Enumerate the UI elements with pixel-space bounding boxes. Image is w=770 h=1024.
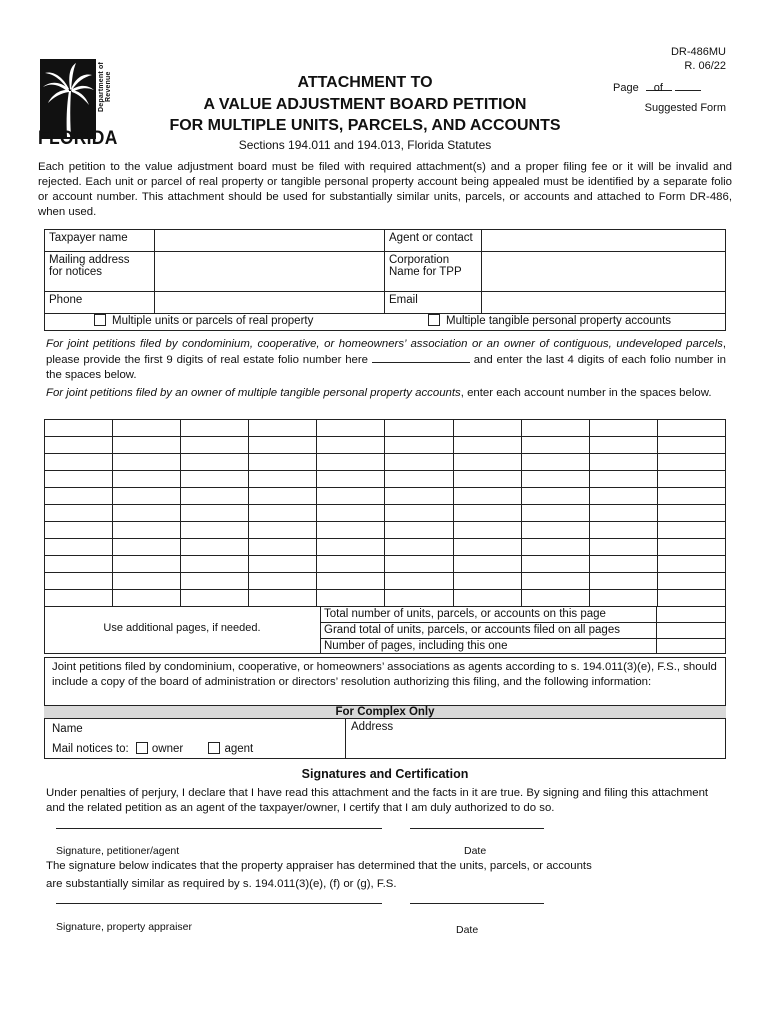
folio-entry-cell[interactable]	[385, 454, 453, 471]
folio-entry-cell[interactable]	[249, 573, 317, 590]
logo-state-name: FLORIDA	[38, 128, 118, 149]
signatures-heading: Signatures and Certification	[301, 767, 469, 781]
folio-entry-cell[interactable]	[657, 590, 725, 607]
mailing-address-label-line1: Mailing address	[49, 254, 130, 266]
mailing-address-label	[45, 252, 155, 292]
tpp-instructions-text: , enter each account number in the spaces below.	[460, 387, 712, 399]
folio-entry-row	[45, 573, 726, 590]
taxpayer-info-table	[44, 229, 726, 314]
folio-entry-cell[interactable]	[249, 488, 317, 505]
folio-entry-cell[interactable]	[113, 522, 181, 539]
folio-entry-cell[interactable]	[521, 590, 589, 607]
folio-entry-cell[interactable]	[45, 454, 113, 471]
folio-entry-cell[interactable]	[453, 454, 521, 471]
title-line-2: A VALUE ADJUSTMENT BOARD PETITION	[203, 96, 527, 113]
real-property-option-label: Multiple units or parcels of real property	[112, 315, 314, 327]
folio-entry-cell[interactable]	[317, 539, 385, 556]
folio-entry-cell[interactable]	[317, 420, 385, 437]
folio-entry-cell[interactable]	[249, 420, 317, 437]
folio-entry-cell[interactable]	[657, 556, 725, 573]
grand-total-label: Grand total of units, parcels, or accounts filed on all pages	[324, 624, 620, 636]
appraiser-statement-line2: are substantially similar as required by s. 194.011(3)(e), (f) or (g), F.S.	[46, 878, 397, 890]
folio-entry-cell[interactable]	[453, 488, 521, 505]
folio-entry-cell[interactable]	[317, 505, 385, 522]
corporation-label-line2: Name for TPP	[389, 266, 462, 278]
complex-name-label: Name	[52, 723, 83, 735]
appraiser-date-line[interactable]	[410, 903, 544, 904]
folio-entry-row	[45, 488, 726, 505]
folio-entry-cell[interactable]	[45, 437, 113, 454]
logo-department-text: Department of Revenue	[98, 61, 112, 113]
folio-entry-row	[45, 522, 726, 539]
title-line-3: FOR MULTIPLE UNITS, PARCELS, AND ACCOUNTS	[169, 117, 561, 134]
mailing-address-label-line2: for notices	[49, 266, 103, 278]
condo-instructions	[46, 337, 726, 383]
folio-prefix-field[interactable]	[372, 352, 470, 363]
folio-entry-cell[interactable]	[113, 590, 181, 607]
folio-entry-cell[interactable]	[113, 556, 181, 573]
condo-instructions-text-2: and enter the last 4 digits of each folio number in the spaces below.	[46, 354, 727, 381]
folio-entry-cell[interactable]	[521, 573, 589, 590]
folio-entry-row	[45, 505, 726, 522]
folio-entry-cell[interactable]	[249, 454, 317, 471]
folio-entry-cell[interactable]	[589, 420, 657, 437]
owner-label: owner	[151, 743, 184, 755]
agent-checkbox[interactable]	[208, 742, 220, 754]
mailing-address-field[interactable]	[155, 252, 385, 292]
suggested-form-label: Suggested Form	[644, 102, 726, 114]
folio-entry-cell[interactable]	[385, 420, 453, 437]
page-total-field[interactable]	[675, 80, 701, 91]
folio-entry-cell[interactable]	[181, 505, 249, 522]
folio-entry-cell[interactable]	[453, 437, 521, 454]
folio-entry-cell[interactable]	[249, 556, 317, 573]
folio-entry-cell[interactable]	[317, 488, 385, 505]
folio-entry-cell[interactable]	[113, 454, 181, 471]
appraiser-statement-line1: The signature below indicates that the property appraiser has determined that the units, parcels, or accounts	[46, 860, 592, 872]
folio-entry-row	[45, 556, 726, 573]
folio-entry-cell[interactable]	[521, 437, 589, 454]
phone-label: Phone	[45, 292, 155, 314]
folio-entry-row	[45, 590, 726, 607]
folio-entry-cell[interactable]	[589, 539, 657, 556]
folio-entry-cell[interactable]	[589, 488, 657, 505]
folio-entry-cell[interactable]	[521, 556, 589, 573]
folio-entry-cell[interactable]	[453, 522, 521, 539]
folio-entry-cell[interactable]	[45, 556, 113, 573]
folio-entry-cell[interactable]	[453, 590, 521, 607]
folio-entry-cell[interactable]	[45, 420, 113, 437]
folio-entry-cell[interactable]	[589, 505, 657, 522]
folio-entry-cell[interactable]	[521, 522, 589, 539]
folio-entry-cell[interactable]	[181, 437, 249, 454]
folio-entry-cell[interactable]	[45, 522, 113, 539]
folio-entry-cell[interactable]	[385, 488, 453, 505]
tpp-option[interactable]	[428, 314, 671, 327]
folio-entry-cell[interactable]	[589, 454, 657, 471]
appraiser-signature-label: Signature, property appraiser	[56, 921, 192, 933]
appraiser-date-label: Date	[456, 924, 479, 936]
folio-entry-cell[interactable]	[317, 454, 385, 471]
folio-entry-cell[interactable]	[45, 471, 113, 488]
folio-entry-cell[interactable]	[181, 573, 249, 590]
folio-entry-cell[interactable]	[385, 437, 453, 454]
agent-contact-label: Agent or contact	[385, 230, 482, 252]
real-property-checkbox[interactable]	[94, 314, 106, 326]
form-number: DR-486MU	[670, 46, 726, 58]
complex-name-field[interactable]	[90, 722, 340, 738]
folio-entry-cell[interactable]	[657, 437, 725, 454]
folio-entry-cell[interactable]	[385, 505, 453, 522]
folio-entry-cell[interactable]	[657, 505, 725, 522]
condo-instructions-italic: For joint petitions filed by condominium, cooperative, or homeowners’ association or an owner of contiguous, undeveloped parcels	[46, 338, 723, 350]
folio-entry-cell[interactable]	[657, 420, 725, 437]
complex-address-label: Address	[351, 721, 394, 733]
complex-intro: Joint petitions filed by condominium, cooperative, or homeowners’ associations as agents according to s. 194.011(3)(e), F.S., should include a copy of the board of administration or directors’ resolution authorizing this filing, and the following information:	[52, 661, 717, 688]
folio-entry-cell[interactable]	[521, 488, 589, 505]
complex-address-field[interactable]	[350, 736, 720, 756]
title-line-1: ATTACHMENT TO	[297, 74, 433, 91]
complex-divider	[345, 719, 346, 759]
folio-entry-cell[interactable]	[385, 522, 453, 539]
of-label: of	[653, 82, 663, 94]
folio-entry-cell[interactable]	[181, 539, 249, 556]
total-on-page-label: Total number of units, parcels, or accounts on this page	[324, 608, 606, 620]
mail-notices-row	[52, 742, 253, 755]
folio-entry-cell[interactable]	[385, 590, 453, 607]
form-revision: R. 06/22	[684, 60, 726, 72]
petitioner-date-line[interactable]	[410, 828, 544, 829]
folio-entry-cell[interactable]	[385, 539, 453, 556]
perjury-declaration: Under penalties of perjury, I declare that I have read this attachment and the facts in it are true. By signing and filing this attachment and the related petition as an agent of the taxpayer/owner, I certify that I am duly authorized to do so.	[46, 787, 709, 814]
folio-entry-cell[interactable]	[45, 573, 113, 590]
folio-entry-cell[interactable]	[249, 539, 317, 556]
tpp-option-label: Multiple tangible personal property accounts	[446, 315, 672, 327]
complex-only-header: For Complex Only	[44, 705, 726, 719]
folio-entry-row	[45, 539, 726, 556]
folio-entry-cell[interactable]	[45, 488, 113, 505]
folio-entry-cell[interactable]	[181, 471, 249, 488]
folio-entry-cell[interactable]	[453, 505, 521, 522]
folio-entry-cell[interactable]	[249, 505, 317, 522]
folio-entry-cell[interactable]	[181, 590, 249, 607]
folio-entry-cell[interactable]	[453, 471, 521, 488]
folio-entry-cell[interactable]	[657, 522, 725, 539]
taxpayer-name-field[interactable]	[155, 230, 385, 252]
folio-entry-cell[interactable]	[453, 539, 521, 556]
folio-entry-cell[interactable]	[453, 573, 521, 590]
folio-entry-cell[interactable]	[521, 471, 589, 488]
page-indicator	[613, 80, 701, 94]
folio-entry-cell[interactable]	[657, 573, 725, 590]
folio-entry-table	[44, 419, 726, 607]
condo-instructions-text: , please provide the first 9 digits of real estate folio number here	[46, 338, 726, 366]
taxpayer-name-label: Taxpayer name	[45, 230, 155, 252]
folio-entry-row	[45, 420, 726, 437]
corporation-label	[385, 252, 482, 292]
folio-entry-grid	[44, 419, 726, 606]
folio-entry-cell[interactable]	[181, 556, 249, 573]
number-of-pages-field[interactable]	[658, 639, 724, 653]
tpp-instructions-italic: For joint petitions filed by an owner of multiple tangible personal property accounts	[46, 387, 461, 399]
folio-entry-cell[interactable]	[317, 573, 385, 590]
appraiser-signature-line[interactable]	[56, 903, 382, 904]
folio-entry-cell[interactable]	[113, 573, 181, 590]
folio-entry-cell[interactable]	[589, 471, 657, 488]
folio-entry-cell[interactable]	[521, 420, 589, 437]
folio-entry-row	[45, 454, 726, 471]
folio-entry-cell[interactable]	[589, 573, 657, 590]
petitioner-signature-line[interactable]	[56, 828, 382, 829]
agent-contact-field[interactable]	[482, 230, 726, 252]
folio-entry-cell[interactable]	[589, 437, 657, 454]
folio-entry-cell[interactable]	[45, 505, 113, 522]
folio-entry-cell[interactable]	[181, 454, 249, 471]
additional-pages-note: Use additional pages, if needed.	[103, 622, 261, 634]
folio-entry-cell[interactable]	[249, 471, 317, 488]
folio-entry-cell[interactable]	[385, 471, 453, 488]
real-property-option[interactable]	[94, 314, 313, 327]
folio-entry-cell[interactable]	[113, 488, 181, 505]
folio-entry-cell[interactable]	[589, 556, 657, 573]
folio-entry-cell[interactable]	[657, 454, 725, 471]
folio-entry-cell[interactable]	[181, 420, 249, 437]
folio-entry-cell[interactable]	[521, 454, 589, 471]
folio-entry-cell[interactable]	[249, 437, 317, 454]
corporation-label-line1: Corporation	[389, 254, 450, 266]
tpp-instructions	[46, 386, 726, 401]
folio-entry-cell[interactable]	[453, 556, 521, 573]
petitioner-date-label: Date	[464, 845, 487, 857]
number-of-pages-label: Number of pages, including this one	[324, 640, 508, 652]
folio-entry-cell[interactable]	[453, 420, 521, 437]
folio-entry-cell[interactable]	[521, 539, 589, 556]
folio-entry-cell[interactable]	[249, 522, 317, 539]
folio-entry-cell[interactable]	[589, 590, 657, 607]
folio-entry-cell[interactable]	[45, 590, 113, 607]
folio-entry-row	[45, 437, 726, 454]
folio-entry-cell[interactable]	[317, 590, 385, 607]
folio-entry-row	[45, 471, 726, 488]
folio-entry-cell[interactable]	[317, 471, 385, 488]
tpp-checkbox[interactable]	[428, 314, 440, 326]
petitioner-signature-label: Signature, petitioner/agent	[56, 845, 180, 857]
total-on-page-field[interactable]	[658, 607, 724, 621]
folio-entry-cell[interactable]	[113, 437, 181, 454]
owner-checkbox[interactable]	[136, 742, 148, 754]
mail-notices-label: Mail notices to:	[52, 743, 129, 755]
folio-entry-cell[interactable]	[385, 573, 453, 590]
folio-entry-cell[interactable]	[657, 471, 725, 488]
folio-entry-cell[interactable]	[113, 471, 181, 488]
folio-entry-cell[interactable]	[181, 522, 249, 539]
corporation-field[interactable]	[482, 252, 726, 292]
folio-entry-cell[interactable]	[45, 539, 113, 556]
grand-total-field[interactable]	[658, 623, 724, 637]
folio-entry-cell[interactable]	[317, 437, 385, 454]
folio-entry-cell[interactable]	[657, 488, 725, 505]
page-label: Page	[613, 82, 639, 94]
folio-entry-cell[interactable]	[113, 505, 181, 522]
folio-entry-cell[interactable]	[589, 522, 657, 539]
folio-entry-cell[interactable]	[657, 539, 725, 556]
folio-entry-cell[interactable]	[317, 522, 385, 539]
folio-entry-cell[interactable]	[113, 420, 181, 437]
folio-entry-cell[interactable]	[521, 505, 589, 522]
folio-entry-cell[interactable]	[249, 590, 317, 607]
folio-entry-cell[interactable]	[181, 488, 249, 505]
folio-entry-cell[interactable]	[113, 539, 181, 556]
intro-paragraph: Each petition to the value adjustment board must be filed with required attachment(s) and a proper filing fee or it will be invalid and rejected. Each unit or parcel of real property or tangible personal property account being appealed must be identified by a separate folio or account number. This attachment should be used for substantially similar units, parcels, or accounts and attached to Form DR-486, when used.	[38, 161, 732, 218]
folio-entry-cell[interactable]	[317, 556, 385, 573]
statutes-line: Sections 194.011 and 194.013, Florida Statutes	[238, 138, 492, 152]
folio-entry-cell[interactable]	[385, 556, 453, 573]
agent-label: agent	[224, 743, 254, 755]
email-label: Email	[385, 292, 482, 314]
